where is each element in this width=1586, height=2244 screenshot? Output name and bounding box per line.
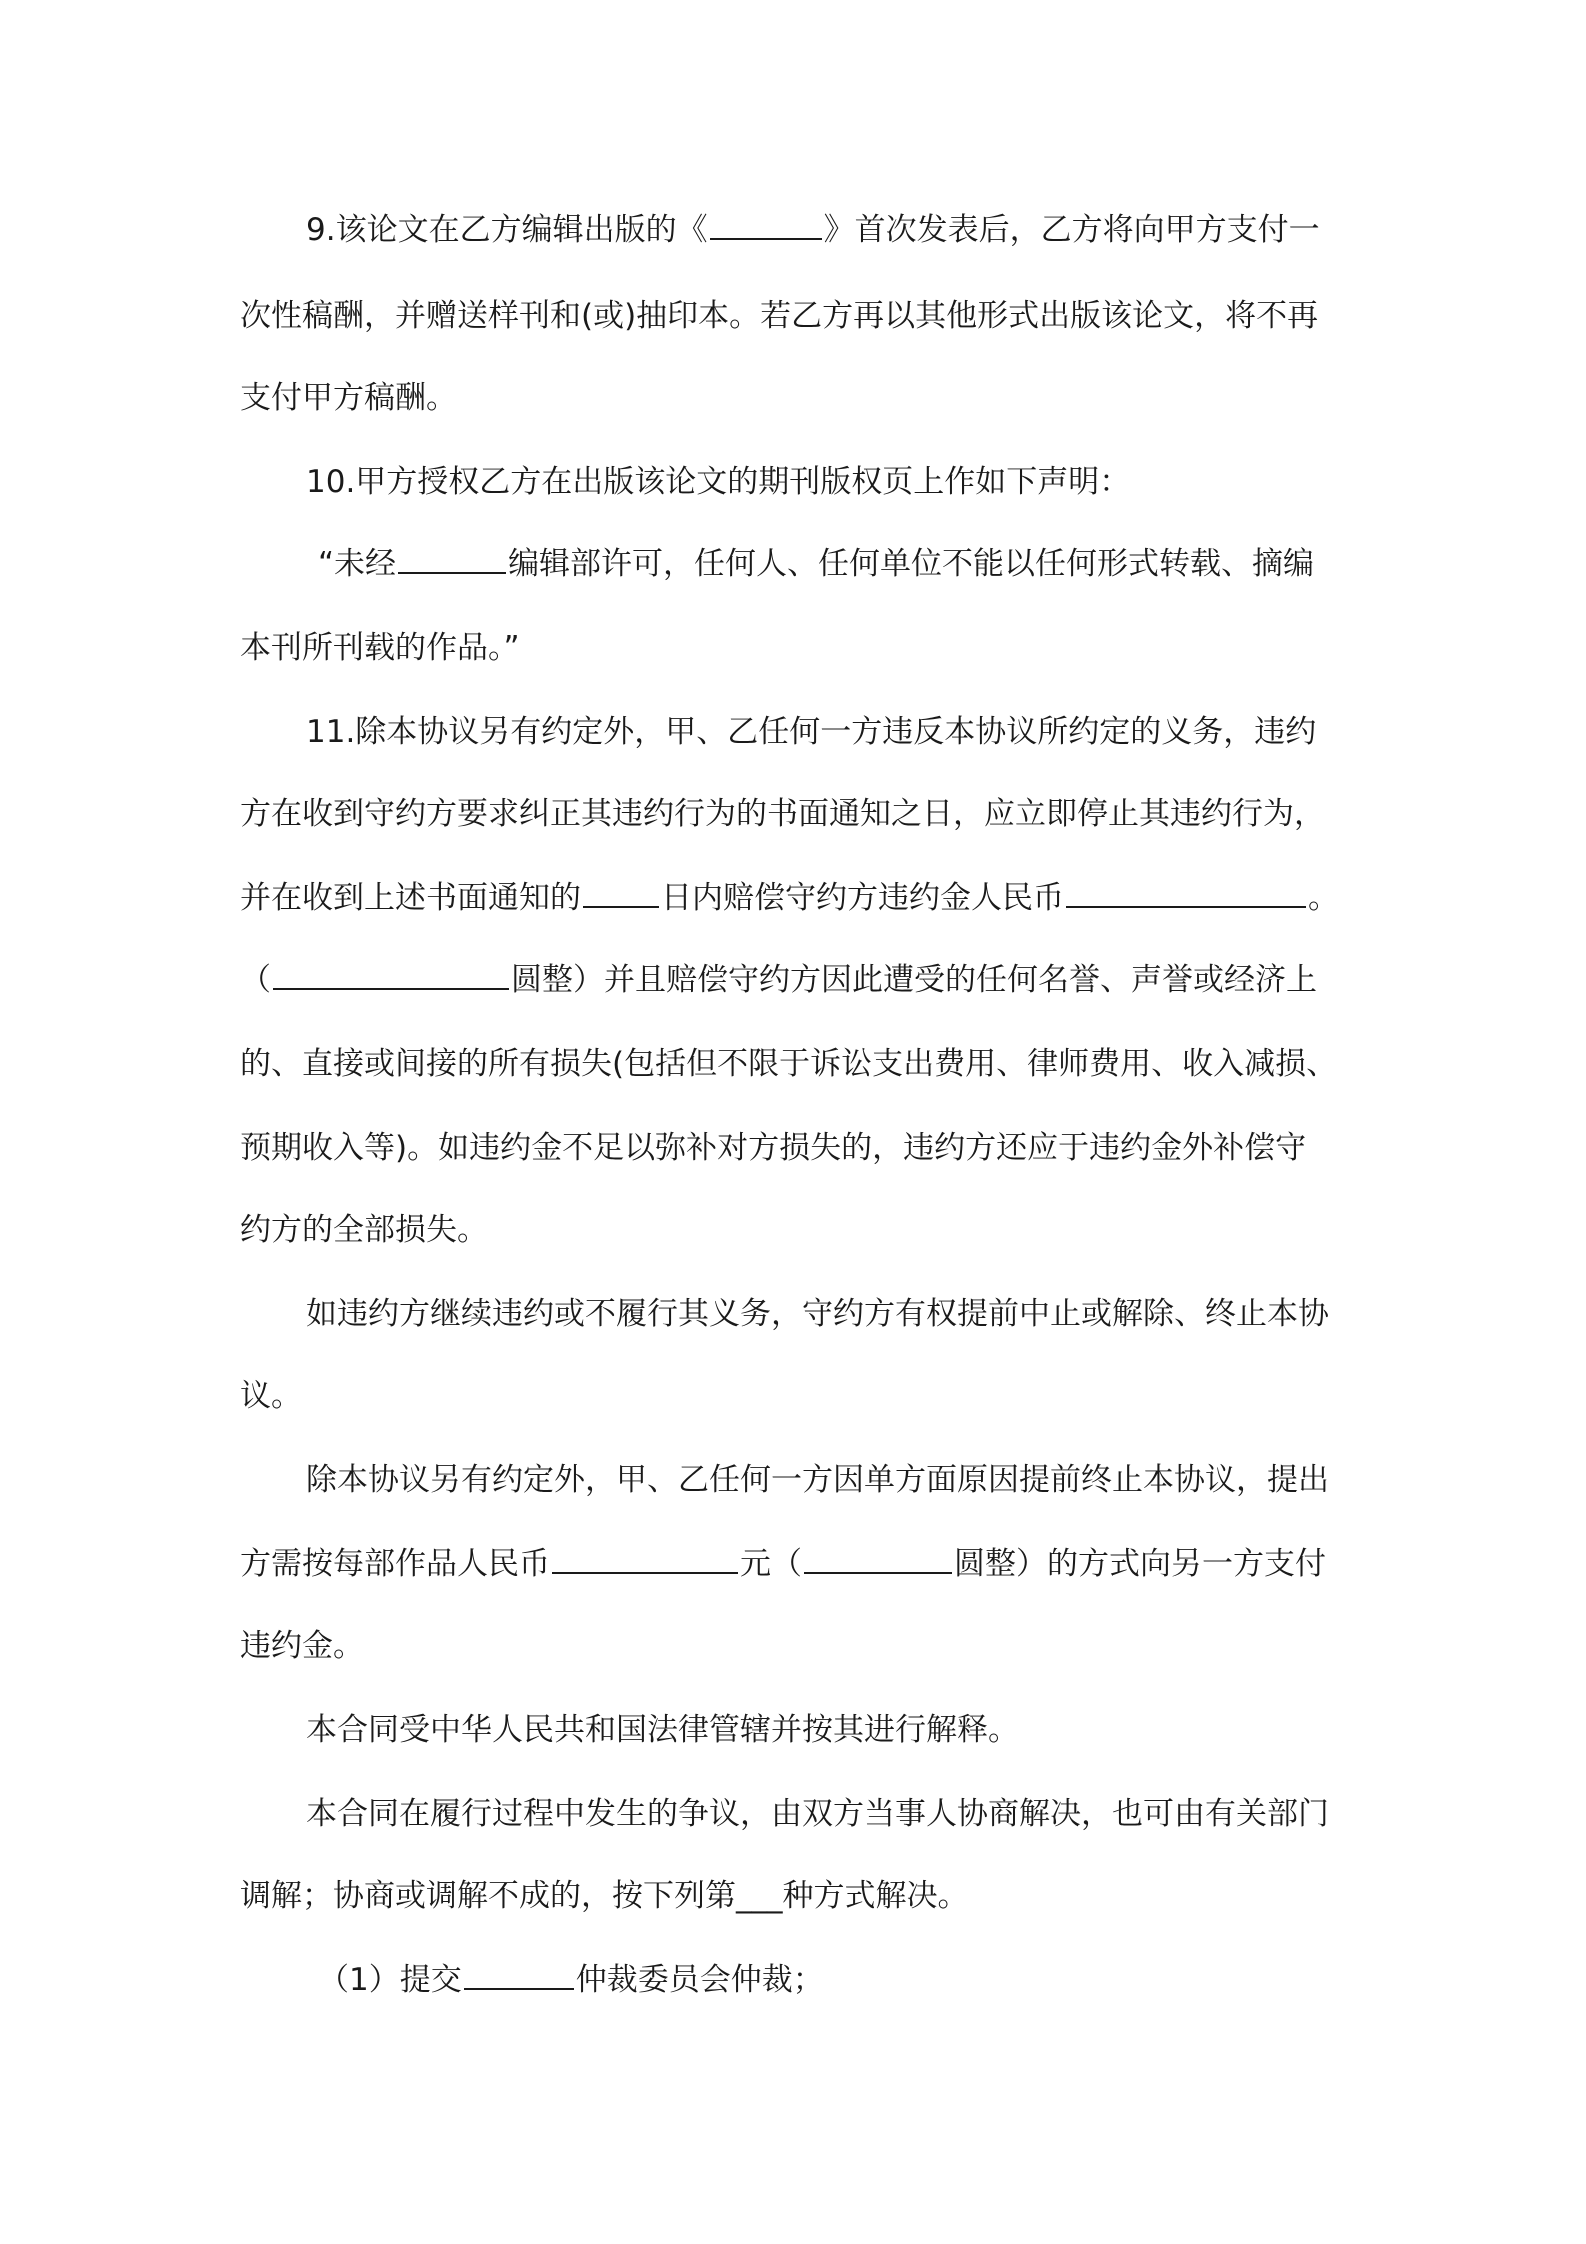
early-termination-text-a: 方需按每部作品人民币 [240,1546,550,1582]
early-termination-line-2 [240,1542,1360,1586]
per-work-amount-blank [552,1542,738,1574]
clause-11-line-2: 方在收到守约方要求纠正其违约行为的书面通知之日，应立即停止其违约行为， [240,796,1325,832]
clause-11-line-7: 约方的全部损失。 [240,1212,488,1248]
arbitration-committee-blank [464,1958,574,1990]
penalty-amount-blank [1066,876,1306,908]
clause-9-line-2: 次性稿酬，并赠送样刊和(或)抽印本。若乙方再以其他形式出版该论文，将不再 [240,298,1319,334]
breach-termination-line-2: 议。 [240,1378,302,1414]
arbitration-option-line [318,1958,1438,2002]
clause-10-text-b: 编辑部许可，任何人、任何单位不能以任何形式转载、摘编 [508,546,1315,582]
early-termination-line-3: 违约金。 [240,1628,364,1664]
clause-11-text-c: 。 [1308,880,1339,916]
journal-name-blank [710,208,822,240]
clause-9-line-1 [306,208,1426,252]
dispute-line-1: 本合同在履行过程中发生的争议，由双方当事人协商解决，也可由有关部门 [306,1796,1329,1832]
per-work-amount-words-blank [804,1542,952,1574]
clause-11-line-5: 的、直接或间接的所有损失(包括但不限于诉讼支出费用、律师费用、收入减损、 [240,1046,1338,1082]
arbitration-text-b: 仲裁委员会仲裁； [575,1962,824,1998]
clause-11-line-4 [240,958,1360,1002]
clause-9-line-3: 支付甲方稿酬。 [240,380,457,416]
clause-11-text-d: （ [240,962,271,998]
governing-law-line: 本合同受中华人民共和国法律管辖并按其进行解释。 [306,1712,1019,1748]
early-termination-text-c: 圆整）的方式向另一方支付 [954,1546,1326,1582]
dispute-line-2: 调解；协商或调解不成的，按下列第___种方式解决。 [240,1878,969,1914]
clause-10-text-a: “未经 [318,546,397,582]
clause-11-line-1: 11.除本协议另有约定外，甲、乙任何一方违反本协议所约定的义务，违约 [306,714,1317,750]
early-termination-text-b: 元（ [740,1546,802,1582]
clause-11-line-3 [240,876,1360,920]
clause-10-line-2 [318,542,1438,586]
clause-9-text-a: 9.该论文在乙方编辑出版的《 [306,212,708,248]
clause-11-text-b: 日内赔偿守约方违约金人民币 [661,880,1064,916]
clause-10-line-1: 10.甲方授权乙方在出版该论文的期刊版权页上作如下声明： [306,464,1131,500]
arbitration-text-a: （1）提交 [318,1962,462,1998]
early-termination-line-1: 除本协议另有约定外，甲、乙任何一方因单方面原因提前终止本协议，提出 [306,1462,1329,1498]
editorial-dept-blank [398,542,506,574]
clause-11-line-6: 预期收入等)。如违约金不足以弥补对方损失的，违约方还应于违约金外补偿守 [240,1130,1307,1166]
clause-10-line-3: 本刊所刊载的作品。” [240,630,520,666]
penalty-amount-words-blank [273,958,509,990]
clause-9-text-b: 》首次发表后，乙方将向甲方支付一 [823,212,1320,248]
clause-11-text-a: 并在收到上述书面通知的 [240,880,581,916]
days-blank [583,876,659,908]
clause-11-text-e: 圆整）并且赔偿守约方因此遭受的任何名誉、声誉或经济上 [511,962,1317,998]
breach-termination-line-1: 如违约方继续违约或不履行其义务，守约方有权提前中止或解除、终止本协 [306,1296,1329,1332]
